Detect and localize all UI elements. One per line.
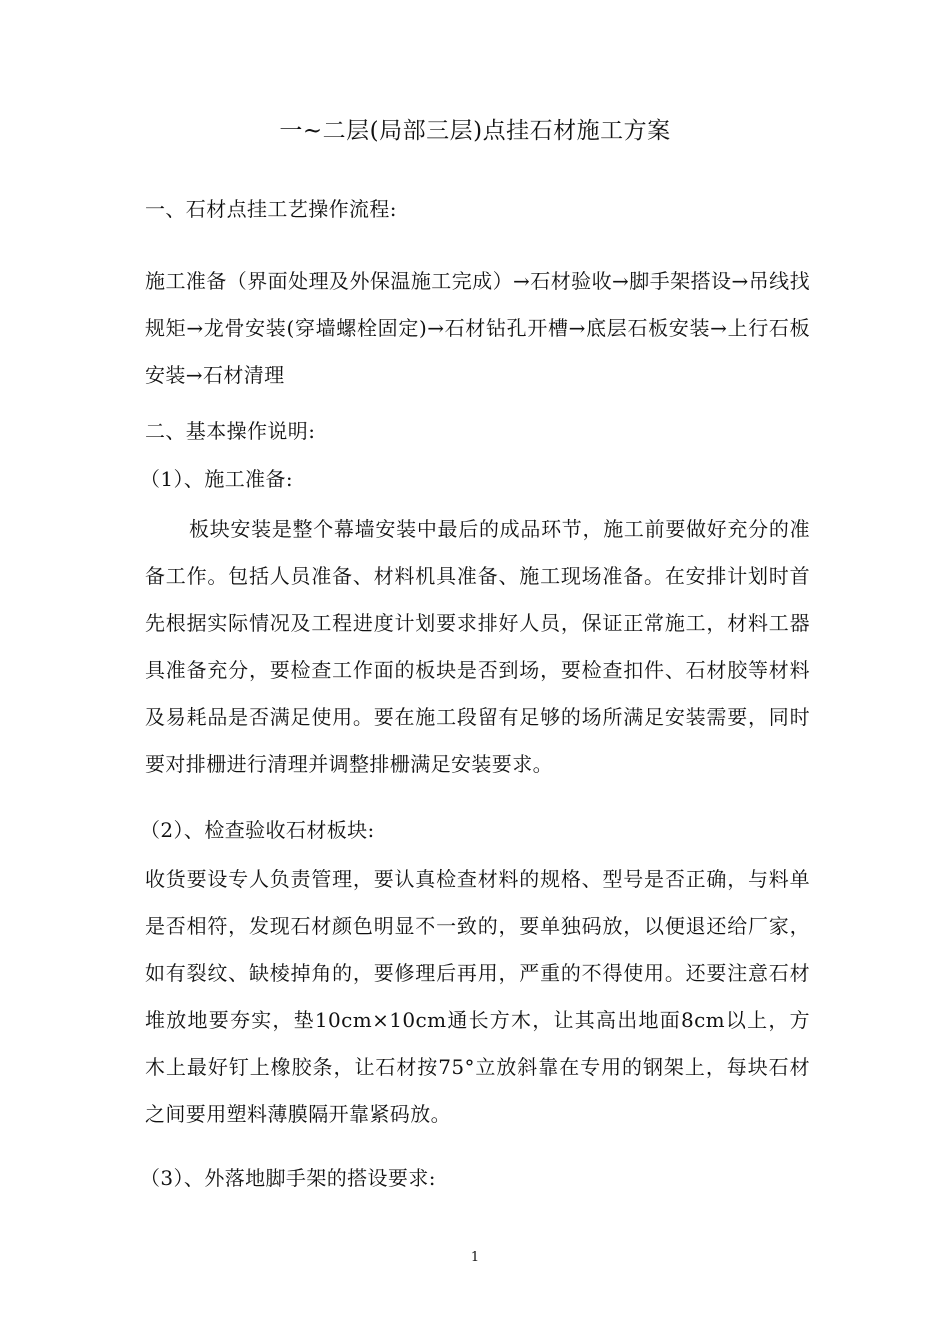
section-1-heading: 一、石材点挂工艺操作流程: <box>145 197 397 221</box>
page-number: 1 <box>470 1250 480 1265</box>
document-title: 一~二层(局部三层)点挂石材施工方案 <box>279 118 671 144</box>
subsection-3-heading: （3）、外落地脚手架的搭设要求: <box>140 1166 436 1190</box>
section-2-heading: 二、基本操作说明: <box>145 419 316 443</box>
subsection-2-paragraph: 收货要设专人负责管理，要认真检查材料的规格、型号是否正确，与料单是否相符，发现石材颜色明显不一致的，要单独码放，以便退还给厂家，如有裂纹、缺棱掉角的，要修理后再用，严重的不得使用。还要注意石材堆放地要夯实，垫10cm×10cm通长方木，让其高出地面8cm以上，方木上最好钉上橡胶条，让石材按75°立放斜靠在专用的钢架上，每块石材之间要用塑料薄膜隔开靠紧码放。 <box>145 867 810 1126</box>
process-flow-paragraph: 施工准备（界面处理及外保温施工完成）→石材验收→脚手架搭设→吊线找规矩→龙骨安装(穿墙螺栓固定)→石材钻孔开槽→底层石板安装→上行石板安装→石材清理 <box>145 269 810 387</box>
subsection-2-heading: （2）、检查验收石材板块: <box>140 818 375 842</box>
subsection-1-paragraph: 板块安装是整个幕墙安装中最后的成品环节，施工前要做好充分的准备工作。包括人员准备、材料机具准备、施工现场准备。在安排计划时首先根据实际情况及工程进度计划要求排好人员，保证正常施工，材料工器具准备充分，要检查工作面的板块是否到场，要检查扣件、石材胶等材料及易耗品是否满足使用。要在施工段留有足够的场所满足安装需要，同时要对排栅进行清理并调整排栅满足安装要求。 <box>145 517 810 776</box>
subsection-1-heading: （1）、施工准备: <box>140 467 294 491</box>
